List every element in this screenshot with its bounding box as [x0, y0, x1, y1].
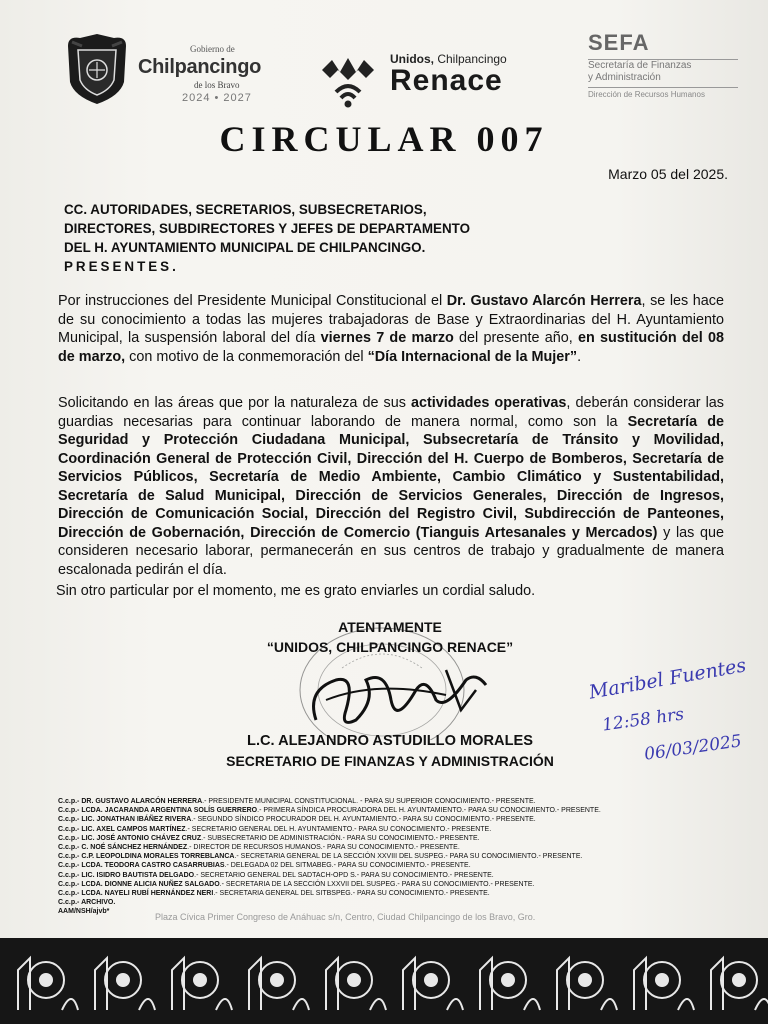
- ccp-entry: AAM/NSH/ajvb*: [58, 908, 110, 916]
- ccp-entry: C.c.p.- LIC. AXEL CAMPOS MARTÍNEZ.- SECRETARIO GENERAL DEL H. AYUNTAMIENTO.- PARA SU CONOCIMIENTO.- PRESENTE.: [58, 825, 492, 833]
- paragraph-2: Solicitando en las áreas que por la naturaleza de sus actividades operativas, deberán considerar las guardias necesarias para continuar laborando de manera normal, como son la Secretaría de Seguridad y Protección Ciudadana Municipal, Subsecretaría de Tránsito y Movilidad, Coordinación General de Protección Civil, Dirección del H. Cuerpo de Bomberos, Secretaría de Servicios Públicos, Secretaría de Medio Ambiente, Cambio Climático y Sustentabilidad, Secretaría de Salud Municipal, Dirección de Servicios Generales, Dirección de Ingresos, Dirección de Comunicación Social, Dirección del Registro Civil, Subdirección de Panteones, Dirección de Gobernación, Dirección de Comercio (Tianguis Artesanales y Mercados) y las que consideren necesario laborar, permanecerán en sus centros de trabajo y gradualmente de manera escalonada pedirán el día.: [58, 395, 724, 578]
- sefa-acronym: SEFA: [588, 30, 650, 55]
- handwritten-signature: [296, 650, 506, 740]
- chilpancingo-government-logo: [62, 32, 282, 112]
- band-motif: [711, 958, 768, 1010]
- receiver-name: Maribel Fuentes: [587, 654, 748, 704]
- paragraph-closing: Sin otro particular por el momento, me es grato enviarles un cordial saludo.: [56, 583, 536, 599]
- addressee-line: CC. AUTORIDADES, SECRETARIOS, SUBSECRETARIOS,: [64, 202, 427, 217]
- renace-wordmark: Renace: [390, 64, 503, 97]
- renace-tagline: Unidos, Chilpancingo: [390, 52, 507, 66]
- addressee-block: [64, 200, 724, 276]
- document-title: CIRCULAR 007: [219, 119, 549, 159]
- band-motif: [95, 958, 155, 1010]
- band-motif: [249, 958, 309, 1010]
- receipt-time: 12:58 hrs: [601, 704, 686, 736]
- band-motif: [480, 958, 540, 1010]
- band-motif: [172, 958, 232, 1010]
- sefa-department: Dirección de Recursos Humanos: [588, 90, 705, 99]
- gob-subtitle: de los Bravo: [194, 80, 240, 90]
- sefa-divider-2: [588, 87, 738, 88]
- receipt-date: 06/03/2025: [643, 731, 743, 765]
- ccp-entry: C.c.p.- C. NOÉ SÁNCHEZ HERNÁNDEZ.- DIRECTOR DE RECURSOS HUMANOS.- PARA SU CONOCIMIENTO.- PRESENTE.: [58, 844, 460, 852]
- sefa-logo: [588, 30, 748, 110]
- renace-logo: [318, 50, 538, 110]
- gob-small-text: Gobierno de: [190, 44, 235, 54]
- closing-motto: “UNIDOS, CHILPANCINGO RENACE”: [266, 639, 514, 655]
- addressee-line: DIRECTORES, SUBDIRECTORES Y JEFES DE DEPARTAMENTO: [64, 221, 471, 236]
- ccp-entry: C.c.p.- LIC. JONATHAN IBÁÑEZ RIVERA.- SEGUNDO SÍNDICO PROCURADOR DEL H. AYUNTAMIENTO.- PARA SU CONOCIMIENTO.- PRESENTE.: [58, 816, 536, 824]
- ccp-entry: C.c.p.- LCDA. JACARANDA ARGENTINA SOLÍS GUERRERO.- PRIMERA SÍNDICA PROCURADORA DEL H. AYUNTAMIENTO.- PARA SU CONOCIMIENTO.- PRESENTE.: [58, 807, 601, 815]
- ccp-entry: C.c.p.- LIC. JOSÉ ANTONIO CHÁVEZ CRUZ.- SUBSECRETARIO DE ADMINISTRACIÓN.- PARA SU CONOCIMIENTO.- PRESENTE.: [58, 834, 480, 842]
- renace-mark-icon: [318, 50, 378, 110]
- coat-of-arms-icon: [62, 32, 132, 106]
- ccp-entry: C.c.p.- LCDA. DIONNE ALICIA NUÑEZ SALGADO.- SECRETARIA DE LA SECCIÓN LXXVII DEL SUSPEG.- PARA SU CONOCIMIENTO.- PRESENTE.: [58, 880, 535, 888]
- footer-address: Plaza Cívica Primer Congreso de Anáhuac s/n, Centro, Ciudad Chilpancingo de los Bravo, Gro.: [155, 912, 536, 922]
- sefa-line-2: y Administración: [588, 72, 661, 83]
- signatory-position: SECRETARIO DE FINANZAS Y ADMINISTRACIÓN: [226, 753, 554, 769]
- addressee-presentes: PRESENTES.: [64, 259, 179, 274]
- ccp-entry: C.c.p.- LCDA. TEODORA CASTRO CASARRUBIAS.- DELEGADA 02 DEL SITMABEG.- PARA SU CONOCIMIENTO.- PRESENTE.: [58, 862, 471, 870]
- ccp-entry: C.c.p.- LCDA. NAYELI RUBÍ HERNÁNDEZ NERI.- SECRETARIA GENERAL DEL SITBSPEG.- PARA SU CONOCIMIENTO.- PRESENTE.: [58, 890, 490, 898]
- paragraph-1: Por instrucciones del Presidente Municipal Constitucional el Dr. Gustavo Alarcón Herrera, se les hace de su conocimiento a todas las mujeres trabajadoras de Base y Extraordinarias del H. Ayuntamiento Municipal, la suspensión laboral del día viernes 7 de marzo del presente año, en sustitución del 08 de marzo, con motivo de la conmemoración del “Día Internacional de la Mujer”.: [58, 293, 725, 365]
- addressee-line: DEL H. AYUNTAMIENTO MUNICIPAL DE CHILPANCINGO.: [64, 240, 426, 255]
- decorative-footer-band: [0, 938, 768, 1024]
- handwritten-receipt-note: [580, 654, 768, 780]
- gob-name: Chilpancingo: [138, 56, 262, 78]
- signatory-name: L.C. ALEJANDRO ASTUDILLO MORALES: [247, 733, 533, 749]
- band-motif: [557, 958, 617, 1010]
- gob-years: 2024 • 2027: [182, 92, 252, 104]
- band-motif: [634, 958, 694, 1010]
- ccp-entry: C.c.p.- C.P. LEOPOLDINA MORALES TORREBLANCA.- SECRETARIA GENERAL DE LA SECCIÓN XXVIII DEL SUSPEG.- PARA SU CONOCIMIENTO.- PRESENTE.: [58, 853, 583, 861]
- ccp-entry: C.c.p.- LIC. ISIDRO BAUTISTA DELGADO.- SECRETARIO GENERAL DEL SADTACH-OPD S.- PARA SU CONOCIMIENTO.- PRESENTE.: [58, 871, 494, 879]
- band-motif: [403, 958, 463, 1010]
- band-motif: [18, 958, 78, 1010]
- carbon-copy-list: [58, 797, 738, 917]
- closing-atentamente: ATENTAMENTE: [338, 619, 442, 635]
- ccp-entry: C.c.p.- ARCHIVO.: [58, 899, 116, 907]
- band-motif: [326, 958, 386, 1010]
- sefa-line-1: Secretaría de Finanzas: [588, 60, 692, 71]
- document-date: Marzo 05 del 2025.: [608, 166, 728, 182]
- ccp-entry: C.c.p.- DR. GUSTAVO ALARCÓN HERRERA.- PRESIDENTE MUNICIPAL CONSTITUCIONAL. - PARA SU SUPERIOR CONOCIMIENTO.- PRESENTE.: [58, 798, 536, 805]
